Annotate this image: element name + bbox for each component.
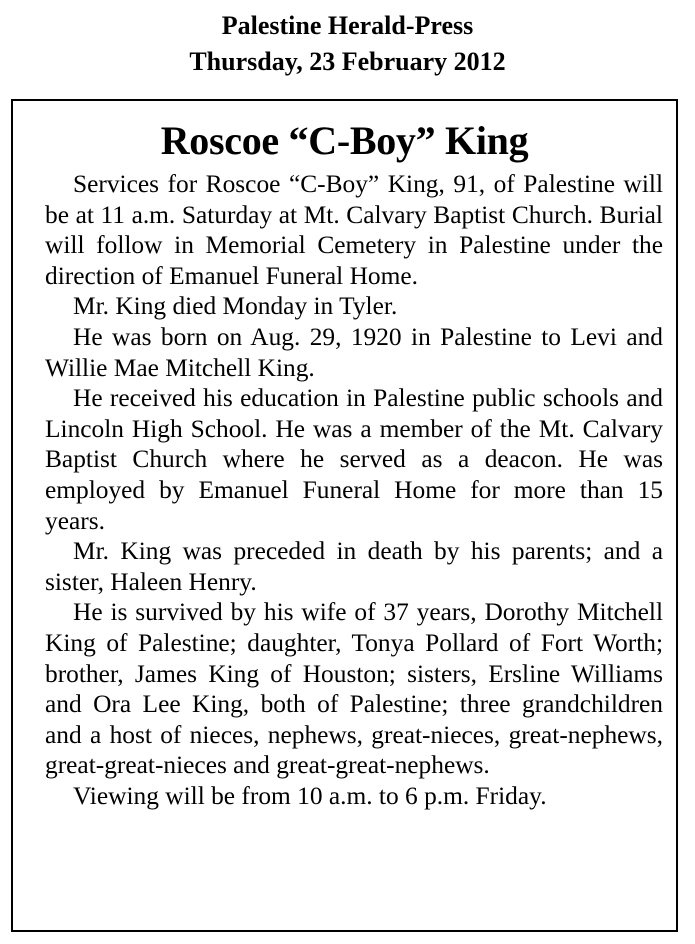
paragraph-death: Mr. King died Monday in Tyler. bbox=[73, 292, 398, 321]
paragraph-preceded: Mr. King was preceded in death by his parents; and a sister, Haleen Henry. bbox=[45, 537, 663, 596]
obituary-clipping bbox=[11, 99, 678, 932]
newspaper-header bbox=[0, 8, 695, 80]
paragraph-services: Services for Roscoe “C-Boy” King, 91, of Palestine will be at 11 a.m. Saturday at Mt. Calvary Baptist Church. Burial will follow in Memorial Cemetery in Palestine under the direction of Emanuel Funeral Home. bbox=[45, 170, 663, 290]
paragraph-education: He received his education in Palestine public schools and Lincoln High School. He was a member of the Mt. Calvary Baptist Church where he served as a deacon. He was employed by Emanuel Funeral Home for more than 15 years. bbox=[45, 384, 663, 535]
paragraph-birth: He was born on Aug. 29, 1920 in Palestine to Levi and Willie Mae Mitchell King. bbox=[45, 322, 663, 382]
paragraph-viewing: Viewing will be from 10 a.m. to 6 p.m. Friday. bbox=[73, 781, 547, 810]
obituary-body bbox=[45, 169, 663, 811]
publication-date: Thursday, 23 February 2012 bbox=[189, 47, 506, 76]
obituary-title: Roscoe “C-Boy” King bbox=[160, 118, 529, 163]
paragraph-survivors: He is survived by his wife of 37 years, Dorothy Mitchell King of Palestine; daughter, Tonya Pollard of Fort Worth; brother, James King of Houston; sisters, Ersline Williams and Ora Lee King, both of Palestine; three grandchildren and a host of nieces, nephews, great-nieces, great-nephews, great-great-nieces and great-great-nephews. bbox=[45, 598, 663, 780]
publication-name: Palestine Herald-Press bbox=[221, 11, 474, 40]
